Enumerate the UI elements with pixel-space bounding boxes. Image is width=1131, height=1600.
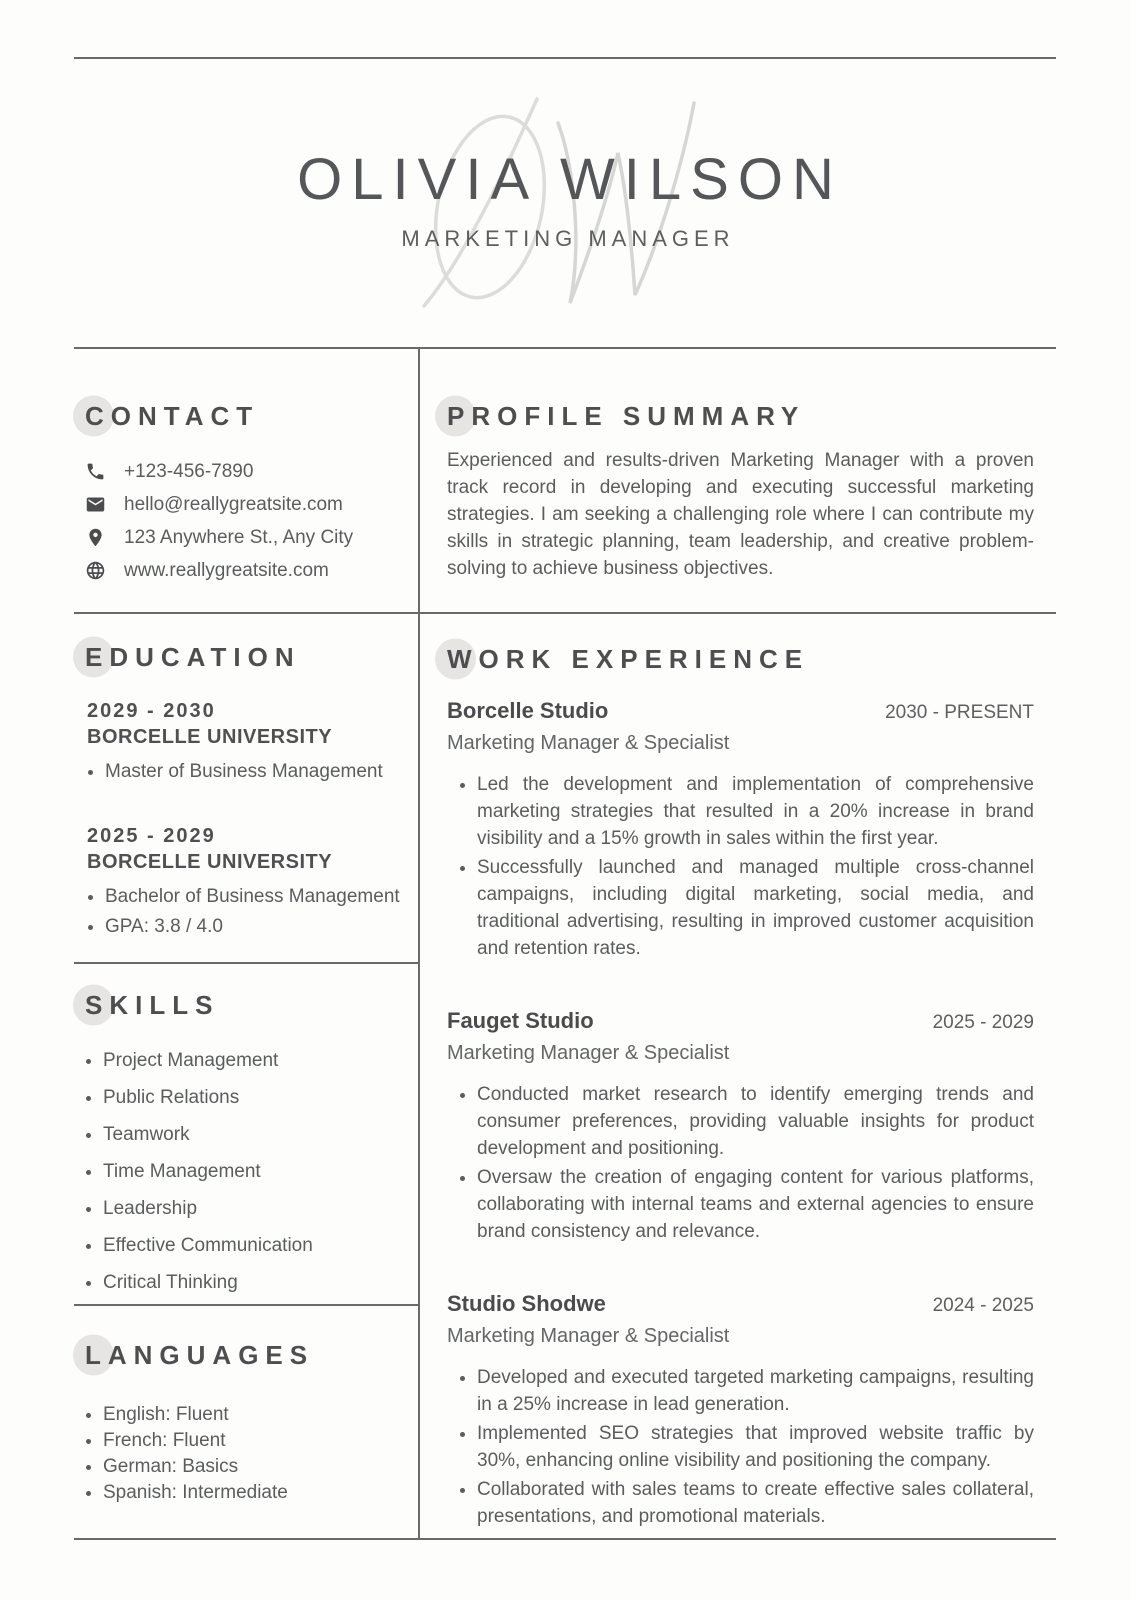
globe-icon <box>85 560 106 581</box>
left-column-top <box>74 349 420 612</box>
profile-summary-section <box>447 349 1034 582</box>
contact-section <box>74 349 418 587</box>
job-bullet: • Collaborated with sales teams to create effective sales collateral, presentations, and promotional materials. <box>477 1476 1034 1530</box>
job-bullet: • Conducted market research to identify emerging trends and consumer preferences, providing valuable insights for product development and positioning. <box>477 1081 1034 1162</box>
job-bullet-list <box>447 771 1034 962</box>
job-entry-shodwe <box>447 1289 1034 1530</box>
person-job-title: MARKETING MANAGER <box>401 226 735 251</box>
skills-list <box>85 1050 406 1294</box>
job-header <box>447 696 1034 726</box>
right-column-bottom <box>420 614 1056 1538</box>
contact-item-website <box>85 554 408 587</box>
language-item: • French: Fluent <box>103 1428 406 1454</box>
contact-item-phone <box>85 455 408 488</box>
job-role: Marketing Manager & Specialist <box>447 1042 730 1064</box>
job-header <box>447 1289 1034 1319</box>
person-name: OLIVIA WILSON <box>297 147 843 212</box>
contact-profile-row <box>74 349 1056 612</box>
company-name: Borcelle Studio <box>447 698 609 723</box>
education-school: BORCELLE UNIVERSITY <box>87 726 333 748</box>
language-item: • English: Fluent <box>103 1402 406 1428</box>
education-school: BORCELLE UNIVERSITY <box>87 851 333 873</box>
skill-item: • Public Relations <box>103 1087 406 1109</box>
job-bullet: • Led the development and implementation of comprehensive marketing strategies that resulted in a 20% increase in brand visibility and a 15% growth in sales within the first year. <box>477 771 1034 852</box>
job-bullet: • Oversaw the creation of engaging content for various platforms, collaborating with internal teams and external agencies to ensure brand consistency and relevance. <box>477 1164 1034 1245</box>
job-dates: 2025 - 2029 <box>932 1012 1034 1033</box>
contact-phone-text: +123-456-7890 <box>124 460 254 482</box>
education-entry <box>87 698 406 787</box>
top-divider <box>74 57 1056 59</box>
right-column-top <box>420 349 1056 612</box>
job-entry-borcelle <box>447 696 1034 962</box>
job-role: Marketing Manager & Specialist <box>447 1325 730 1347</box>
job-dates: 2030 - PRESENT <box>885 702 1034 723</box>
location-icon <box>85 527 106 548</box>
work-experience-heading: WORK EXPERIENCE <box>447 640 809 678</box>
contact-email-text: hello@reallygreatsite.com <box>124 493 343 515</box>
skill-item: • Effective Communication <box>103 1235 406 1257</box>
contact-item-address <box>85 521 408 554</box>
company-name: Studio Shodwe <box>447 1291 606 1316</box>
job-dates: 2024 - 2025 <box>932 1295 1034 1316</box>
language-item: • Spanish: Intermediate <box>103 1480 406 1506</box>
education-years: 2025 - 2029 <box>87 825 216 847</box>
phone-icon <box>85 461 106 482</box>
languages-section <box>74 1304 418 1538</box>
contact-item-email <box>85 488 408 521</box>
education-experience-row <box>74 612 1056 1538</box>
job-bullet: • Developed and executed targeted marketing campaigns, resulting in a 25% increase in lead generation. <box>477 1364 1034 1418</box>
education-section <box>74 614 418 962</box>
profile-summary-text: Experienced and results-driven Marketing Manager with a proven track record in developing and executing successful marketing strategies. I am seeking a challenging role where I can contribute my skills in strategic planning, team leadership, and creative problem-solving to achieve business objectives. <box>447 450 1034 579</box>
skill-item: • Time Management <box>103 1161 406 1183</box>
education-bullets <box>87 882 406 942</box>
email-icon <box>85 494 106 515</box>
education-bullet: • Master of Business Management <box>105 757 406 787</box>
education-bullet: • GPA: 3.8 / 4.0 <box>105 912 406 942</box>
job-role: Marketing Manager & Specialist <box>447 732 730 754</box>
job-bullet-list <box>447 1364 1034 1530</box>
contact-heading: CONTACT <box>85 397 259 435</box>
skill-item: • Leadership <box>103 1198 406 1220</box>
education-entry <box>87 823 406 942</box>
education-bullet: • Bachelor of Business Management <box>105 882 406 912</box>
job-header <box>447 1006 1034 1036</box>
skill-item: • Project Management <box>103 1050 406 1072</box>
skill-item: • Teamwork <box>103 1124 406 1146</box>
job-bullet: • Implemented SEO strategies that improved website traffic by 30%, enhancing online visibility and positioning the company. <box>477 1420 1034 1474</box>
languages-heading: LANGUAGES <box>85 1336 314 1374</box>
skills-heading: SKILLS <box>85 986 219 1024</box>
job-entry-fauget <box>447 1006 1034 1245</box>
education-heading: EDUCATION <box>85 638 301 676</box>
main-content <box>74 347 1056 1540</box>
contact-address-text: 123 Anywhere St., Any City <box>124 526 354 548</box>
skill-item: • Critical Thinking <box>103 1272 406 1294</box>
skills-section <box>74 962 418 1304</box>
job-bullet-list <box>447 1081 1034 1245</box>
profile-summary-heading: PROFILE SUMMARY <box>447 397 805 435</box>
company-name: Fauget Studio <box>447 1008 594 1033</box>
language-item: • German: Basics <box>103 1454 406 1480</box>
contact-list <box>85 455 408 587</box>
contact-website-text: www.reallygreatsite.com <box>124 559 329 581</box>
languages-list <box>85 1402 406 1506</box>
job-bullet: • Successfully launched and managed multiple cross-channel campaigns, including digital marketing, social media, and traditional advertising, resulting in improved customer acquisition and retention rates. <box>477 854 1034 962</box>
work-experience-section <box>447 614 1034 1530</box>
left-column-bottom <box>74 614 420 1538</box>
education-years: 2029 - 2030 <box>87 700 216 722</box>
education-bullets <box>87 757 406 787</box>
